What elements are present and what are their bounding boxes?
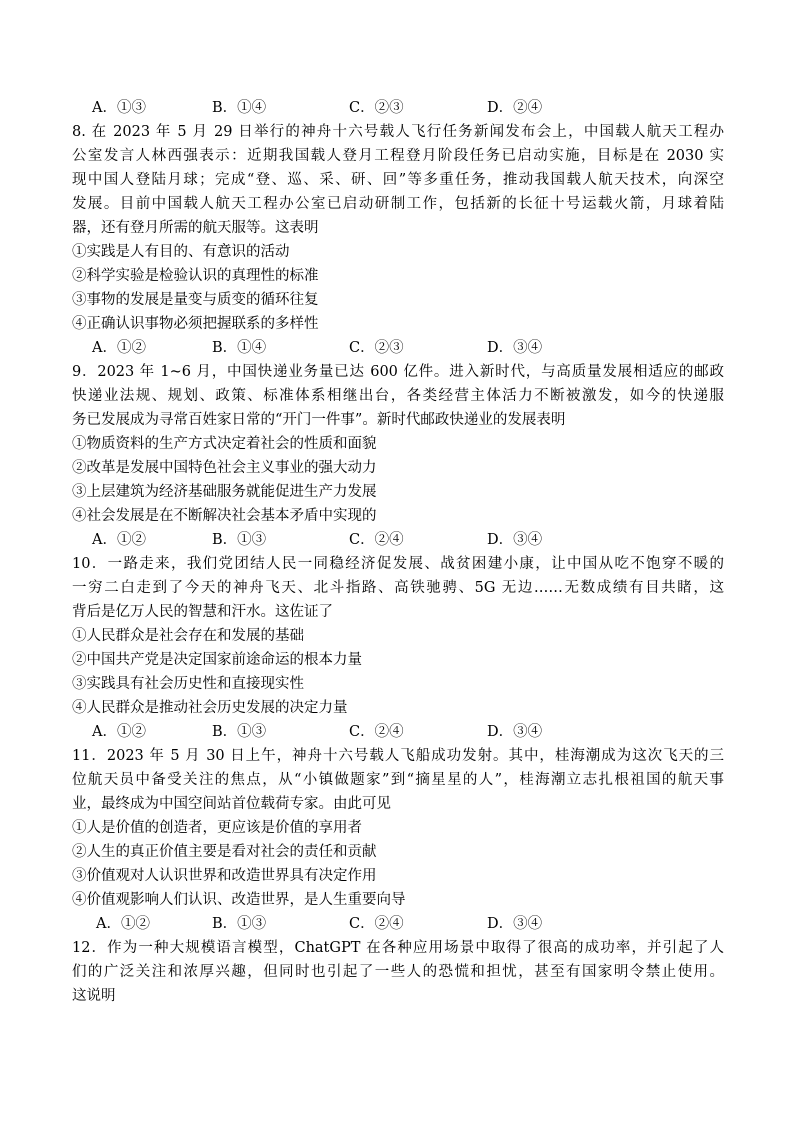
choice-d: D．③④: [487, 340, 543, 356]
question-stem-line: 10．一路走来，我们党团结人民一同稳经济促发展、战贫困建小康，让中国从吃不饱穿不暖的: [72, 556, 724, 572]
question-stem-line: 业，最终成为中国空间站首位载荷专家。由此可见: [72, 796, 391, 812]
question-stem-line: 现中国人登陆月球；完成“登、巡、采、研、回”等多重任务，推动我国载人航天技术，向深空: [72, 172, 724, 188]
statement-option: ②人生的真正价值主要是看对社会的责任和贡献: [72, 844, 377, 860]
question-stem-line: 们的广泛关注和浓厚兴趣，但同时也引起了一些人的恐慌和担忧，甚至有国家明令禁止使用。: [72, 964, 724, 980]
statement-option: ③实践具有社会历史性和直接现实性: [72, 676, 304, 692]
question-stem-line: 9．2023 年 1~6 月，中国快递业务量已达 600 亿件。进入新时代，与高质量发展相适应的邮政: [72, 364, 724, 380]
statement-option: ②科学实验是检验认识的真理性的标准: [72, 268, 319, 284]
statement-option: ④正确认识事物必须把握联系的多样性: [72, 316, 319, 332]
question-stem-line: 快递业法规、规划、政策、标准体系相继出台，各类经营主体活力不断被激发，如今的快递服: [72, 388, 724, 404]
statement-option: ③事物的发展是量变与质变的循环往复: [72, 292, 319, 308]
choice-c: C．②④: [349, 532, 404, 548]
question-stem-line: 公室发言人林西强表示：近期我国载人登月工程登月阶段任务已启动实施，目标是在 2030 实: [72, 148, 724, 164]
question-stem-line: 11．2023 年 5 月 30 日上午，神舟十六号载人飞船成功发射。其中，桂海潮成为这次飞天的三: [72, 748, 724, 764]
statement-option: ②改革是发展中国特色社会主义事业的强大动力: [72, 460, 377, 476]
choice-d: D．③④: [487, 532, 543, 548]
choice-a: A．①③: [92, 100, 146, 116]
choice-c: C．②④: [349, 724, 404, 740]
choice-d: D．②④: [487, 100, 543, 116]
choice-a: A．①②: [92, 724, 146, 740]
choice-b: B．①③: [212, 916, 267, 932]
statement-option: ③上层建筑为经济基础服务就能促进生产力发展: [72, 484, 377, 500]
statement-option: ④价值观影响人们认识、改造世界，是人生重要向导: [72, 892, 406, 908]
statement-option: ①实践是人有目的、有意识的活动: [72, 244, 290, 260]
choice-b: B．①③: [212, 532, 267, 548]
choice-d: D．③④: [487, 916, 543, 932]
choice-a: A．①②: [92, 340, 146, 356]
choice-b: B．①④: [212, 340, 267, 356]
question-stem-line: 12．作为一种大规模语言模型，ChatGPT 在各种应用场景中取得了很高的成功率，并引起了人: [72, 940, 724, 956]
choice-c: C．②③: [349, 340, 404, 356]
choice-a: A．①②: [96, 916, 150, 932]
choice-b: B．①④: [212, 100, 267, 116]
choice-c: C．②③: [349, 100, 404, 116]
statement-option: ④人民群众是推动社会历史发展的决定力量: [72, 700, 348, 716]
choice-c: C．②④: [349, 916, 404, 932]
question-stem-line: 一穷二白走到了今天的神舟飞天、北斗指路、高铁驰骋、5G 无边……无数成绩有目共睹，这: [72, 580, 724, 596]
choice-b: B．①③: [212, 724, 267, 740]
statement-option: ①人民群众是社会存在和发展的基础: [72, 628, 304, 644]
statement-option: ③价值观对人认识世界和改造世界具有决定作用: [72, 868, 377, 884]
question-stem-line: 这说明: [72, 988, 116, 1004]
question-stem-line: 发展。目前中国载人航天工程办公室已启动研制工作，包括新的长征十号运载火箭，月球着陆: [72, 196, 724, 212]
statement-option: ②中国共产党是决定国家前途命运的根本力量: [72, 652, 362, 668]
question-stem-line: 务已发展成为寻常百姓家日常的“开门一件事”。新时代邮政快递业的发展表明: [72, 412, 566, 428]
question-stem-line: 8. 在 2023 年 5 月 29 日举行的神舟十六号载人飞行任务新闻发布会上，中国载人航天工程办: [72, 124, 724, 140]
question-stem-line: 位航天员中备受关注的焦点，从“小镇做题家”到“摘星星的人”，桂海潮立志扎根祖国的航天事: [72, 772, 724, 788]
choice-d: D．③④: [487, 724, 543, 740]
question-stem-line: 背后是亿万人民的智慧和汗水。这佐证了: [72, 604, 333, 620]
statement-option: ①人是价值的创造者，更应该是价值的享用者: [72, 820, 362, 836]
question-stem-line: 器，还有登月所需的航天服等。这表明: [72, 220, 319, 236]
choice-a: A．①②: [92, 532, 146, 548]
statement-option: ④社会发展是在不断解决社会基本矛盾中实现的: [72, 508, 377, 524]
statement-option: ①物质资料的生产方式决定着社会的性质和面貌: [72, 436, 377, 452]
